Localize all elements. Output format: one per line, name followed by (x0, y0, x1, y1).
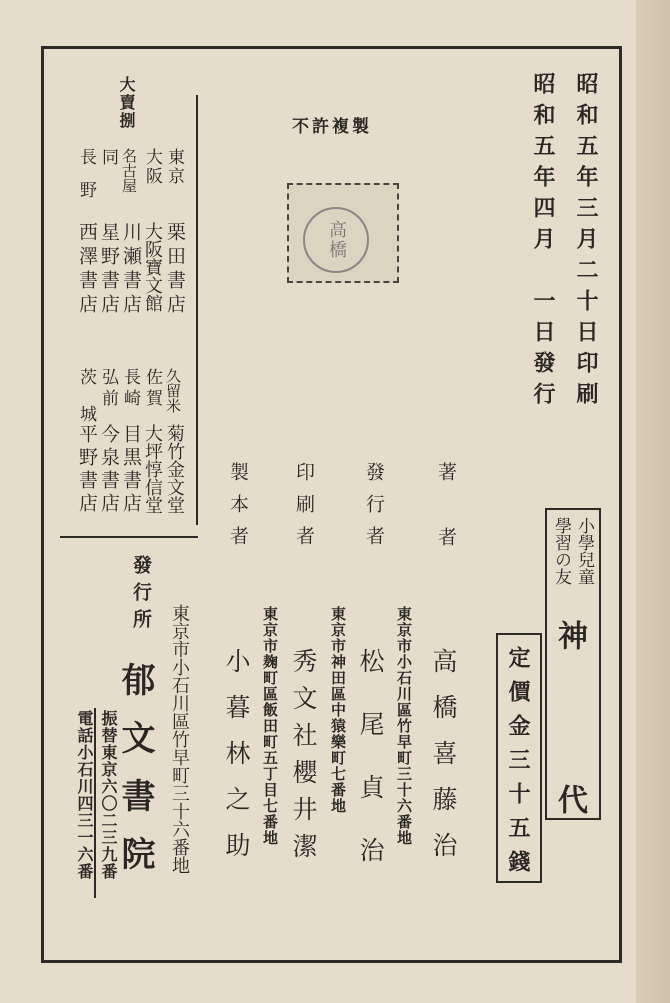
dist-store-10: 平野書店 (76, 424, 98, 516)
dist-city-7: 佐賀 (142, 368, 162, 410)
publishing-house-name: 郁文書院 (115, 662, 155, 894)
dist-city-5: 長野 (76, 148, 96, 214)
series-line-1: 小學兒童 (574, 517, 594, 585)
binder-name: 小暮林之助 (222, 648, 251, 878)
printer-name: 秀文社櫻井潔 (289, 648, 318, 870)
publishing-house-label: 發行所 (130, 555, 152, 636)
printer-label: 印刷者 (293, 462, 315, 558)
price: 定價金三十五錢 (505, 646, 531, 884)
dist-store-6: 菊竹金文堂 (164, 424, 185, 514)
author-name: 高橋喜藤治 (429, 648, 458, 878)
dist-city-2: 大阪 (142, 148, 162, 186)
dist-store-5: 西澤書店 (76, 222, 98, 318)
phone-number: 電話小石川四三一六番 (75, 710, 94, 880)
dist-city-3: 名古屋 (120, 148, 138, 193)
horizontal-divider (60, 536, 198, 538)
dist-city-4: 同 (98, 148, 118, 167)
binder-label: 製本者 (227, 462, 249, 558)
publisher-name: 松尾貞治 (356, 648, 385, 900)
binder-address: 東京市麹町區飯田町五丁目七番地 (261, 606, 279, 846)
dist-store-4: 星野書店 (98, 222, 120, 318)
publisher-label: 發行者 (363, 462, 385, 558)
dist-city-1: 東京 (164, 148, 184, 186)
dist-city-8: 長崎 (120, 368, 140, 410)
issue-date: 昭和五年四月 一日發行 (530, 72, 556, 413)
printer-address: 東京市神田區中猿樂町七番地 (329, 606, 347, 814)
dist-store-3: 川瀬書店 (120, 222, 142, 318)
copyright-notice: 不許複製 (292, 117, 372, 137)
dist-city-6: 久留米 (164, 368, 182, 413)
dist-city-9: 弘前 (98, 368, 118, 410)
book-title: 神 代 (552, 620, 587, 866)
paper-edge (636, 0, 670, 1003)
vertical-divider (196, 95, 198, 525)
house-inner-rule (94, 708, 96, 898)
publishing-house-address: 東京市小石川區竹早町三十六番地 (169, 604, 190, 874)
distributors-header: 大賣捌 (117, 76, 136, 130)
publisher-address: 東京市小石川區竹早町三十六番地 (395, 606, 413, 846)
print-date: 昭和五年三月二十日印刷 (573, 72, 599, 413)
series-line-2: 學習の友 (551, 517, 571, 585)
author-label: 著者 (435, 462, 457, 592)
seal-stamp: 高橋 (303, 207, 369, 273)
postal-account: 振替東京六〇二三九番 (99, 710, 118, 880)
dist-city-10: 茨城 (76, 368, 96, 442)
dist-store-2: 大阪寶文館 (142, 222, 163, 312)
dist-store-8: 目黒書店 (120, 424, 142, 516)
dist-store-1: 栗田書店 (164, 222, 186, 318)
dist-store-7: 大坪惇信堂 (142, 424, 163, 514)
dist-store-9: 今泉書店 (98, 424, 120, 516)
